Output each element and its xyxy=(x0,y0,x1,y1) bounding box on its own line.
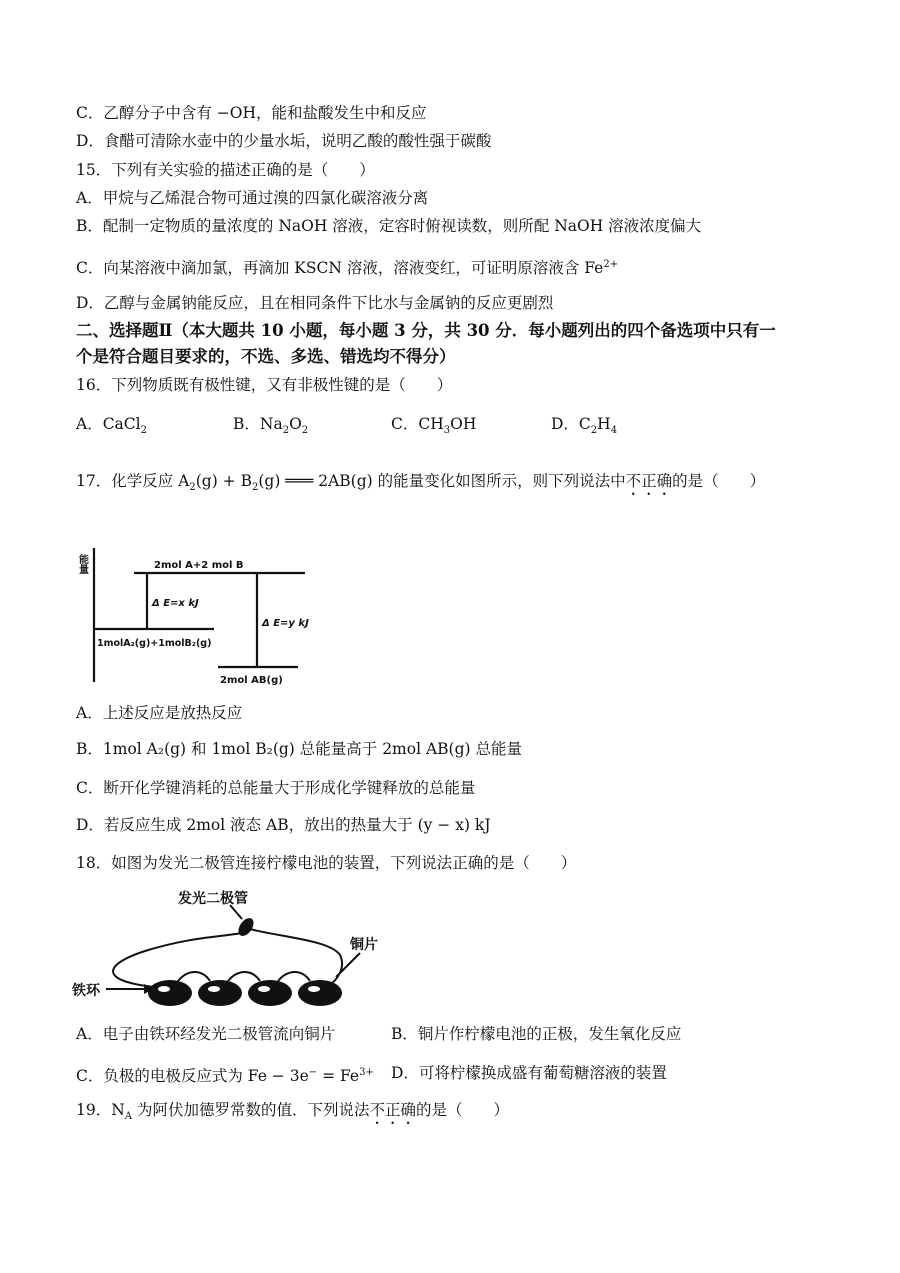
q16-option-b xyxy=(233,413,308,442)
led-label: 发光二极管 xyxy=(178,891,248,907)
q17-stem-pre: 17．化学反应 A xyxy=(76,472,190,490)
q16-stem: 16．下列物质既有极性键，又有非极性键的是（ ） xyxy=(76,376,453,394)
q16-option-d xyxy=(551,413,617,442)
section-heading-line2: 个是符合题目要求的，不选、多选、错选均不得分） xyxy=(76,347,456,366)
q15-stem: 15．下列有关实验的描述正确的是（ ） xyxy=(76,161,375,179)
led-pointer xyxy=(230,905,242,919)
q15-option-c-text: C．向某溶液中滴加氯，再滴加 KSCN 溶液，溶液变红，可证明原溶液含 Fe xyxy=(76,259,604,278)
q17-option-b: B．1mol A₂(g) 和 1mol B₂(g) 总能量高于 2mol AB(g) 总能量 xyxy=(76,740,522,758)
q18-option-d: D．可将柠檬换成盛有葡萄糖溶液的装置 xyxy=(391,1064,667,1082)
q17-stem-sub1: 2 xyxy=(189,482,196,494)
copper-pointer xyxy=(336,953,360,977)
link-wire-1 xyxy=(178,972,210,981)
q19-stem-sub: A xyxy=(124,1111,133,1123)
link-wire-2 xyxy=(228,972,260,981)
q15-option-c xyxy=(76,254,618,279)
q18-c-text: C．负极的电极反应式为 Fe − 3e xyxy=(76,1067,309,1086)
copper-label: 铜片 xyxy=(350,937,378,953)
q17-option-a: A．上述反应是放热反应 xyxy=(76,704,243,722)
lemon-3 xyxy=(248,980,292,1006)
q16-c-sub: 3 xyxy=(443,425,451,437)
lemon-4 xyxy=(298,980,342,1006)
q16-b-sub2: 2 xyxy=(301,425,309,437)
q17-stem-mid1: (g) + B xyxy=(195,472,252,490)
q17-stem-mid2: (g) ═══ 2AB(g) 的能量变化如图所示，则下列说法中 xyxy=(258,472,626,490)
q17-option-d: D．若反应生成 2mol 液态 AB，放出的热量大于 (y − x) kJ xyxy=(76,816,491,834)
q17-emphasis: 不正确 xyxy=(625,472,673,490)
q16-c-end: OH xyxy=(450,415,477,433)
lemon-battery-diagram xyxy=(70,885,390,1015)
q18-c-sup1: − xyxy=(308,1067,318,1078)
q16-option-c xyxy=(391,413,476,442)
q16-d-sub1: 2 xyxy=(590,425,598,437)
right-wire xyxy=(250,929,342,987)
energy-axis-label: 能量 xyxy=(76,554,88,574)
q14-option-d: D．食醋可清除水壶中的少量水垢，说明乙酸的酸性强于碳酸 xyxy=(76,132,492,150)
lemons xyxy=(148,980,342,1006)
q17-option-c: C．断开化学键消耗的总能量大于形成化学键释放的总能量 xyxy=(76,779,476,797)
energy-diagram xyxy=(70,540,315,690)
lemon-1 xyxy=(148,980,192,1006)
q15-option-a: A．甲烷与乙烯混合物可通过溴的四氯化碳溶液分离 xyxy=(76,189,429,207)
lemon-2 xyxy=(198,980,242,1006)
q16-a-sub: 2 xyxy=(140,425,147,437)
bottom-level-label: 2mol AB(g) xyxy=(220,675,283,686)
q15-option-d: D．乙醇与金属钠能反应，且在相同条件下比水与金属钠的反应更剧烈 xyxy=(76,294,554,312)
led-icon xyxy=(235,915,256,938)
q18-option-a: A．电子由铁环经发光二极管流向铜片 xyxy=(76,1025,336,1043)
q16-b-mid: O xyxy=(289,415,302,433)
q19-stem-pre: 19．N xyxy=(76,1101,125,1119)
link-wire-3 xyxy=(278,972,310,981)
q16-c-text: C．CH xyxy=(391,415,444,433)
top-level-label: 2mol A+2 mol B xyxy=(154,560,244,571)
q16-d-text: D．C xyxy=(551,415,591,433)
q15-option-c-charge: 2+ xyxy=(603,259,619,270)
q16-b-text: B．Na xyxy=(233,415,283,433)
left-level-label: 1molA₂(g)+1molB₂(g) xyxy=(97,638,212,649)
iron-label: 铁环 xyxy=(72,983,100,999)
q17-stem xyxy=(76,470,765,499)
q19-stem-end: 的是（ ） xyxy=(415,1101,509,1119)
q18-stem: 18．如图为发光二极管连接柠檬电池的装置，下列说法正确的是（ ） xyxy=(76,854,577,872)
q16-option-a xyxy=(76,413,147,442)
q17-stem-sub2: 2 xyxy=(251,482,259,494)
q16-d-sub2: 4 xyxy=(610,425,618,437)
q18-c-mid: = Fe xyxy=(317,1067,360,1086)
q17-stem-end: 的是（ ） xyxy=(672,472,766,490)
q16-b-sub1: 2 xyxy=(282,425,290,437)
section-heading-line1: 二、选择题Ⅱ（本大题共 10 小题，每小题 3 分，共 30 分．每小题列出的四个备选项中只有一 xyxy=(76,321,776,340)
q19-stem-mid: 为阿伏加德罗常数的值．下列说法 xyxy=(132,1101,370,1119)
q18-option-b: B．铜片作柠檬电池的正极，发生氧化反应 xyxy=(391,1025,682,1043)
q16-a-text: A．CaCl xyxy=(76,415,141,433)
q15-option-b: B．配制一定物质的量浓度的 NaOH 溶液，定容时俯视读数，则所配 NaOH 溶液浓度偏大 xyxy=(76,217,702,235)
q18-c-sup2: 3+ xyxy=(359,1067,374,1078)
q19-emphasis: 不正确 xyxy=(369,1101,416,1119)
left-wire xyxy=(113,933,242,987)
q14-option-c: C．乙醇分子中含有 −OH，能和盐酸发生中和反应 xyxy=(76,104,427,122)
dy-label: Δ E=y kJ xyxy=(262,618,309,629)
q19-stem xyxy=(76,1099,509,1128)
dx-label: Δ E=x kJ xyxy=(152,598,199,609)
q18-option-c xyxy=(76,1062,374,1087)
q16-d-mid: H xyxy=(597,415,611,433)
